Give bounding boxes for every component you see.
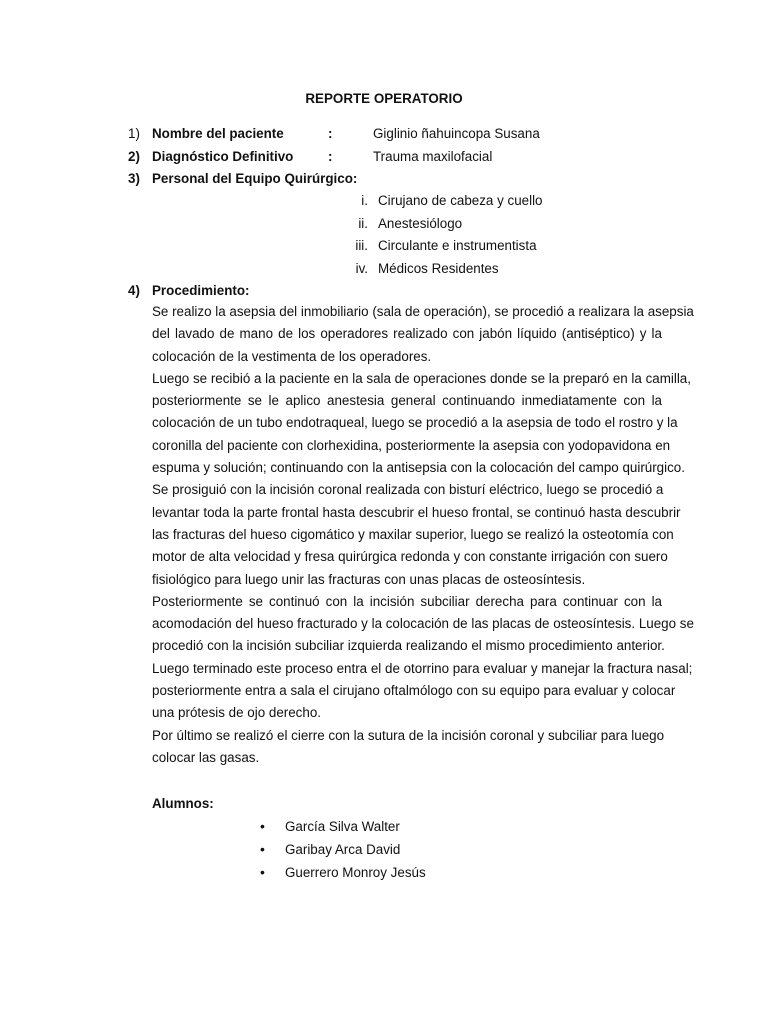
report-title: REPORTE OPERATORIO xyxy=(305,91,463,106)
students-label: Alumnos: xyxy=(152,796,214,811)
procedure-line: colocación de un tubo endotraqueal, luego se procedió a la asepsia de todo el rostro y la xyxy=(152,415,678,431)
field-number: 2) xyxy=(128,149,140,164)
procedure-line: motor de alta velocidad y fresa quirúrgica redonda y con constante irrigación con suero xyxy=(152,549,668,565)
team-item-number: ii. xyxy=(358,216,368,231)
team-item-number: i. xyxy=(361,193,368,208)
procedure-text xyxy=(152,301,694,769)
procedure-line: posteriormente se le aplico anestesia general continuando inmediatamente con la xyxy=(152,393,662,409)
procedure-line: una prótesis de ojo derecho. xyxy=(152,705,321,721)
team-item: Anestesiólogo xyxy=(378,216,463,231)
procedure-line: Luego se recibió a la paciente en la sala de operaciones donde se la preparó en la camilla, xyxy=(152,370,691,386)
procedure-line: procedió con la incisión subciliar izquierda realizando el mismo procedimiento anterior. xyxy=(152,638,665,654)
procedure-line: Luego terminado este proceso entra el de otorrino para evaluar y manejar la fractura nasal; xyxy=(152,660,693,676)
team-item: Médicos Residentes xyxy=(378,261,499,276)
field-number: 4) xyxy=(128,283,140,298)
procedure-line: colocar las gasas. xyxy=(152,749,260,765)
procedure-line: levantar toda la parte frontal hasta descubrir el hueso frontal, se continuó hasta descubrir xyxy=(152,504,681,520)
team-item-number: iv. xyxy=(355,261,368,276)
procedure-line: fisiológico para luego unir las fracturas con unas placas de osteosíntesis. xyxy=(152,571,586,587)
field-separator: : xyxy=(328,126,333,141)
team-item: Circulante e instrumentista xyxy=(378,238,537,253)
procedure-line: las fracturas del hueso cigomático y maxilar superior, luego se realizó la osteotomía con xyxy=(152,526,674,542)
field-label-surgical-team: Personal del Equipo Quirúrgico: xyxy=(152,171,358,186)
field-value-patient-name: Giglinio ñahuincopa Susana xyxy=(373,126,540,141)
bullet-icon: • xyxy=(260,841,265,857)
team-item: Cirujano de cabeza y cuello xyxy=(378,193,543,208)
student-name: García Silva Walter xyxy=(285,819,400,834)
procedure-line: espuma y solución; continuando con la antisepsia con la colocación del campo quirúrgico. xyxy=(152,460,685,476)
procedure-line: colocación de la vestimenta de los operadores. xyxy=(152,348,432,364)
procedure-line: del lavado de mano de los operadores realizado con jabón líquido (antiséptico) y la xyxy=(152,326,662,342)
procedure-line: acomodación del hueso fracturado y la colocación de las placas de osteosíntesis. Luego se xyxy=(152,616,694,632)
procedure-line: Se realizo la asepsia del inmobiliario (sala de operación), se procedió a realizara la asepsia xyxy=(152,304,694,319)
field-label-diagnosis: Diagnóstico Definitivo xyxy=(152,149,294,164)
procedure-line: Se prosiguió con la incisión coronal realizada con bisturí eléctrico, luego se procedió a xyxy=(152,482,664,498)
field-number: 1) xyxy=(128,126,140,141)
student-name: Garibay Arca David xyxy=(285,842,401,857)
procedure-line: coronilla del paciente con clorhexidina, posteriormente la asepsia con yodopavidona en xyxy=(152,437,671,453)
procedure-line: posteriormente entra a sala el cirujano oftalmólogo con su equipo para evaluar y colocar xyxy=(152,683,676,699)
bullet-icon: • xyxy=(260,818,265,834)
field-label-patient-name: Nombre del paciente xyxy=(152,126,284,141)
field-value-diagnosis: Trauma maxilofacial xyxy=(373,149,493,164)
student-name: Guerrero Monroy Jesús xyxy=(285,865,426,880)
bullet-icon: • xyxy=(260,864,265,880)
field-separator: : xyxy=(328,149,333,164)
field-label-procedure: Procedimiento: xyxy=(152,283,250,298)
field-number: 3) xyxy=(128,171,140,186)
team-item-number: iii. xyxy=(355,238,368,253)
procedure-line: Por último se realizó el cierre con la sutura de la incisión coronal y subciliar para luego xyxy=(152,727,665,743)
procedure-line: Posteriormente se continuó con la incisión subciliar derecha para continuar con la xyxy=(152,593,662,609)
